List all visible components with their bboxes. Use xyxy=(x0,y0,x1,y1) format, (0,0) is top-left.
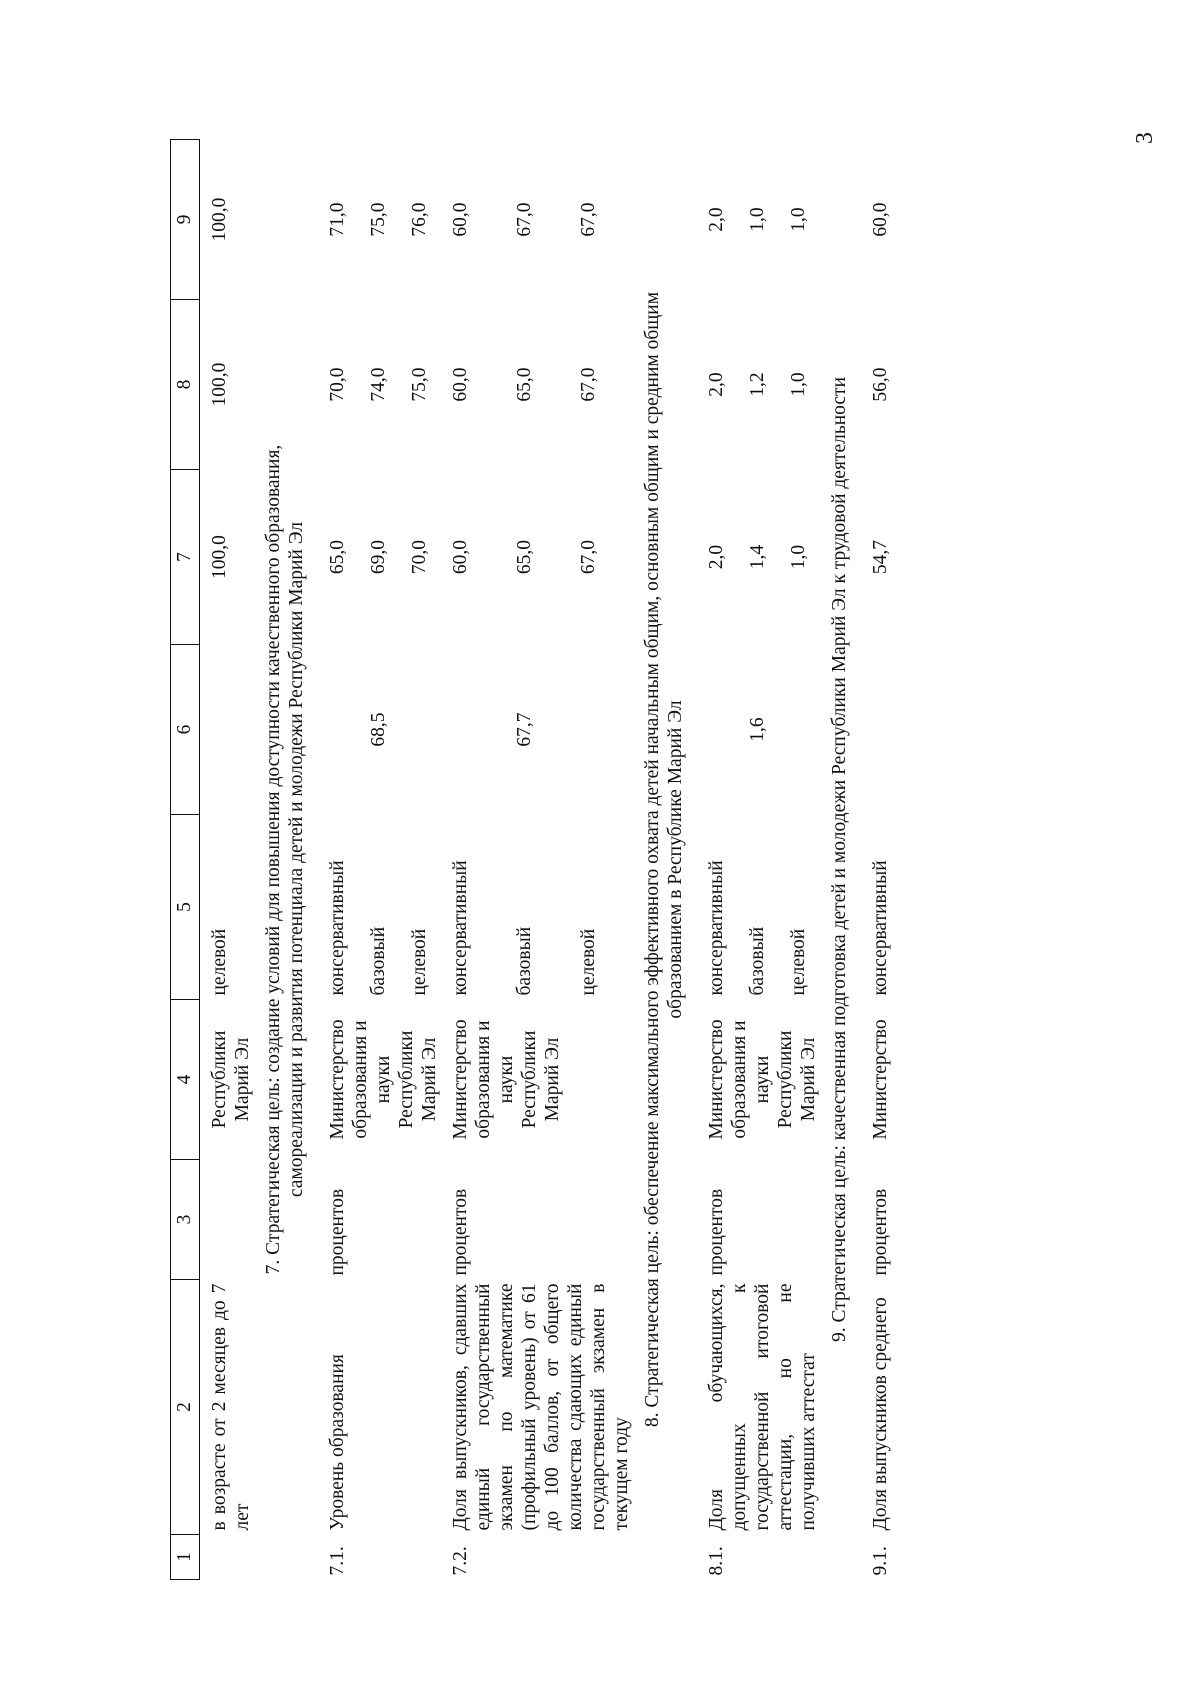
value-col7: 60,0 xyxy=(450,539,471,575)
column-number: 4 xyxy=(171,1000,200,1160)
goal-text: образованием в Республике Марий Эл xyxy=(665,700,686,1019)
value-col7: 1,4 xyxy=(747,544,768,570)
responsible-org: Министерство xyxy=(870,1019,891,1140)
value-col9: 75,0 xyxy=(368,202,389,237)
value-col6 xyxy=(318,645,359,815)
value-col7: 67,0 xyxy=(578,539,599,575)
scenario: консервативный xyxy=(706,860,727,996)
value-col7: 65,0 xyxy=(514,539,535,575)
value-col7: 69,0 xyxy=(368,539,389,575)
indicator-table xyxy=(170,139,892,1580)
scenario: консервативный xyxy=(327,860,348,996)
column-number: 7 xyxy=(171,470,200,645)
table-row-8-1 xyxy=(697,140,738,1580)
row-number: 7.1. xyxy=(327,1546,348,1576)
responsible-org: Республики Марий Эл xyxy=(209,1030,253,1129)
responsible-org: Министерство образования и науки Республики Марий Эл xyxy=(706,1019,819,1140)
value-col9: 1,0 xyxy=(788,207,809,232)
value-col9: 60,0 xyxy=(870,202,891,237)
goal-text: 8. Стратегическая цель: обеспечение максимального эффективного охвата детей начальным общим, основным общим и средним общим xyxy=(642,291,663,1428)
value-col6 xyxy=(697,645,738,815)
responsible-org: Министерство образования и науки Республики Марий Эл xyxy=(450,1019,563,1140)
column-number: 8 xyxy=(171,300,200,470)
indicator-name: Доля выпускников среднего xyxy=(870,1297,891,1531)
value-col6 xyxy=(400,645,441,815)
column-number: 6 xyxy=(171,645,200,815)
scenario: целевой xyxy=(209,928,230,996)
indicator-name: в возрасте от 2 месяцев до 7 лет xyxy=(209,1283,253,1531)
value-col9: 71,0 xyxy=(327,202,348,237)
value-col8: 70,0 xyxy=(327,367,348,402)
value-col7: 70,0 xyxy=(409,539,430,575)
indicator-table-sheet xyxy=(170,80,1200,1600)
column-number: 2 xyxy=(171,1280,200,1535)
value-col7: 54,7 xyxy=(870,539,891,575)
row-number: 9.1. xyxy=(870,1546,891,1576)
value-col8: 67,0 xyxy=(578,367,599,402)
value-col8: 100,0 xyxy=(209,362,230,407)
value-col7: 65,0 xyxy=(327,539,348,575)
value-col6 xyxy=(441,645,505,815)
value-col6: 68,5 xyxy=(368,712,389,747)
value-col6 xyxy=(861,645,892,815)
value-col6 xyxy=(569,645,633,815)
scenario: консервативный xyxy=(450,860,471,996)
value-col8: 74,0 xyxy=(368,367,389,402)
value-col9: 100,0 xyxy=(209,197,230,242)
unit: процентов xyxy=(870,1188,891,1276)
goal-heading-7 xyxy=(254,140,318,1580)
value-col7: 1,0 xyxy=(788,544,809,570)
scenario: базовый xyxy=(514,926,535,996)
unit: процентов xyxy=(450,1188,471,1276)
row-number: 7.2. xyxy=(450,1546,471,1576)
scenario: консервативный xyxy=(870,860,891,996)
column-number: 3 xyxy=(171,1160,200,1280)
scenario: целевой xyxy=(578,928,599,996)
table-row-7-2 xyxy=(441,140,505,1580)
value-col8: 65,0 xyxy=(514,367,535,402)
goal-text: самореализации и развития потенциала детей и молодежи Республики Марий Эл xyxy=(286,521,307,1198)
scenario: базовый xyxy=(747,926,768,996)
scenario: целевой xyxy=(788,928,809,996)
value-col7: 2,0 xyxy=(706,544,727,570)
table-row-7-1 xyxy=(318,140,359,1580)
value-col8: 1,2 xyxy=(747,372,768,397)
indicator-name: Уровень образования xyxy=(327,1354,348,1531)
value-col8: 60,0 xyxy=(450,367,471,402)
value-col7: 100,0 xyxy=(209,535,230,579)
goal-text: 9. Стратегическая цель: качественная подготовка детей и молодежи Республики Марий Эл к трудовой деятельности xyxy=(829,376,850,1343)
column-number-header xyxy=(171,140,200,1580)
column-number: 1 xyxy=(171,1535,200,1580)
unit: процентов xyxy=(327,1188,348,1276)
value-col9: 67,0 xyxy=(514,202,535,237)
indicator-name: Доля обучающихся, допущенных к государственной итоговой аттестации, но не получивших аттестат xyxy=(706,1283,819,1531)
value-col6 xyxy=(779,645,820,815)
unit: процентов xyxy=(706,1188,727,1276)
value-col8: 75,0 xyxy=(409,367,430,402)
table-row-9-1 xyxy=(861,140,892,1580)
value-col9: 67,0 xyxy=(578,202,599,237)
column-number: 9 xyxy=(171,140,200,300)
goal-heading-9 xyxy=(820,140,861,1580)
value-col8: 1,0 xyxy=(788,372,809,397)
value-col9: 60,0 xyxy=(450,202,471,237)
responsible-org: Министерство образования и науки Республики Марий Эл xyxy=(327,1019,440,1140)
value-col9: 2,0 xyxy=(706,207,727,232)
column-number: 5 xyxy=(171,815,200,1000)
value-col6: 1,6 xyxy=(747,717,768,742)
value-col8: 2,0 xyxy=(706,372,727,397)
goal-text: 7. Стратегическая цель: создание условий для повышения доступности качественного образования, xyxy=(263,444,284,1275)
row-number: 8.1. xyxy=(706,1546,727,1576)
page-number: 3 xyxy=(1132,132,1158,144)
value-col9: 1,0 xyxy=(747,207,768,232)
value-col8: 56,0 xyxy=(870,367,891,402)
table-row-continuation xyxy=(200,140,255,1580)
value-col9: 76,0 xyxy=(409,202,430,237)
scenario: целевой xyxy=(409,928,430,996)
indicator-name: Доля выпускников, сдавших единый государственный экзамен по математике (профильный уровень) от 61 до 100 баллов, от общего количества сдающих единый государственный экзамен в текущем году xyxy=(450,1283,632,1531)
value-col6: 67,7 xyxy=(514,712,535,747)
scenario: базовый xyxy=(368,926,389,996)
goal-heading-8 xyxy=(633,140,697,1580)
